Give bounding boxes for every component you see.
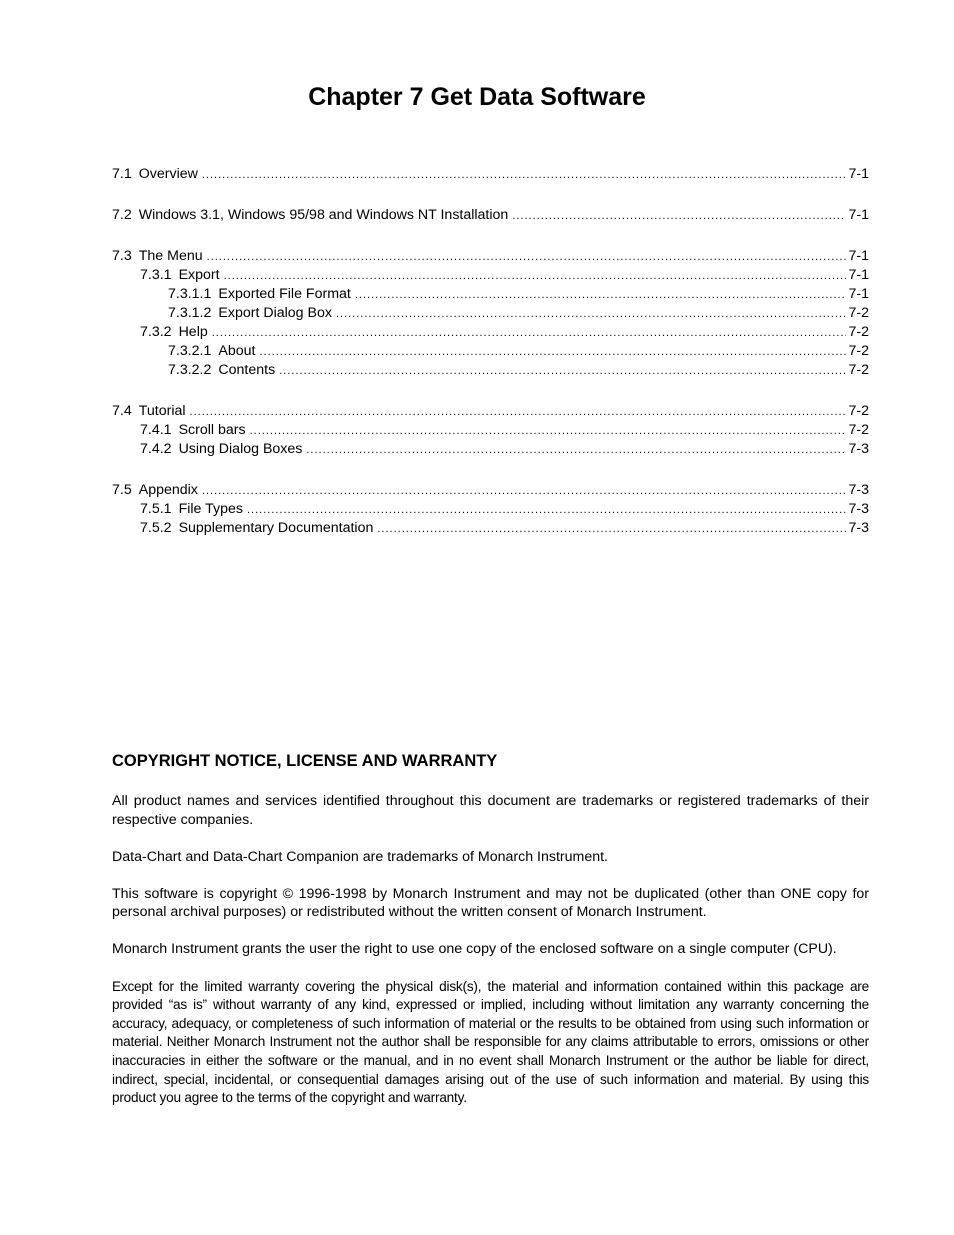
toc-entry-page: 7-1 (848, 207, 869, 223)
toc-entry-number: 7.4.1 (140, 422, 172, 438)
toc-entry-label: Windows 3.1, Windows 95/98 and Windows NT Installation (138, 207, 509, 223)
toc-dot-leader (224, 267, 847, 285)
toc-entry-page: 7-3 (848, 482, 869, 498)
toc-entry-page: 7-3 (848, 441, 869, 457)
copyright-paragraph: All product names and services identified throughout this document are trademarks or registered trademarks of their respective companies. (112, 793, 869, 828)
toc-entry[interactable] (112, 266, 869, 285)
toc-dot-leader (259, 343, 846, 361)
toc-entry[interactable] (112, 342, 869, 361)
toc-entry-label: Tutorial (138, 403, 186, 419)
toc-entry[interactable] (112, 247, 869, 266)
toc-entry-label: Supplementary Documentation (178, 520, 374, 536)
toc-entry-label: Scroll bars (178, 422, 246, 438)
toc-entry[interactable] (112, 402, 869, 421)
toc-entry[interactable] (112, 500, 869, 519)
toc-dot-leader (212, 324, 847, 342)
copyright-paragraph: Data-Chart and Data-Chart Companion are trademarks of Monarch Instrument. (112, 848, 608, 865)
toc-entry-page: 7-2 (848, 305, 869, 321)
toc-entry[interactable] (112, 481, 869, 500)
toc-entry[interactable] (112, 440, 869, 459)
toc-entry-number: 7.3.2.2 (168, 362, 212, 378)
toc-entry-label: Overview (138, 166, 198, 182)
toc-entry-number: 7.3 (112, 248, 132, 264)
toc-entry-page: 7-2 (848, 422, 869, 438)
toc-entry-label: Appendix (138, 482, 198, 498)
toc-entry-label: Export Dialog Box (218, 305, 332, 321)
toc-dot-leader (207, 248, 847, 266)
toc-entry-label: Help (178, 324, 208, 340)
toc-entry-page: 7-3 (848, 520, 869, 536)
warranty-paragraph: Except for the limited warranty covering the physical disk(s), the material and information contained within this package are provided “as is” without warranty of any kind, expressed or implied, including without limitation any warranty concerning the accuracy, adequacy, or completeness of such information of material or the results to be obtained from using such information or material. Neither Monarch Instrument not the author shall be responsible for any claims attributable to errors, omissions or other inaccuracies in either the software or the manual, and in no event shall Monarch Instrument or the author be liable for direct, indirect, special, incidental, or consequential damages arising out of the use of such information and material. By using this product you agree to the terms of the copyright and warranty. (112, 978, 869, 1106)
toc-dot-leader (247, 501, 847, 519)
toc-entry-page: 7-2 (848, 324, 869, 340)
toc-entry-page: 7-1 (848, 248, 869, 264)
toc-entry-number: 7.4 (112, 403, 132, 419)
toc-dot-leader (279, 362, 846, 380)
toc-dot-leader (202, 482, 847, 500)
toc-entry-label: Export (178, 267, 220, 283)
copyright-section (112, 750, 869, 1126)
toc-entry-page: 7-1 (848, 286, 869, 302)
toc-dot-leader (512, 207, 846, 225)
toc-entry-label: The Menu (138, 248, 203, 264)
toc-entry[interactable] (112, 323, 869, 342)
toc-entry-page: 7-2 (848, 362, 869, 378)
toc-entry[interactable] (112, 285, 869, 304)
toc-entry[interactable] (112, 421, 869, 440)
toc-entry-label: About (218, 343, 256, 359)
toc-entry-number: 7.3.1 (140, 267, 172, 283)
toc-entry-number: 7.3.2.1 (168, 343, 212, 359)
toc-entry-page: 7-1 (848, 267, 869, 283)
toc-entry-page: 7-1 (848, 166, 869, 182)
toc-entry-number: 7.3.2 (140, 324, 172, 340)
toc-entry-number: 7.3.1.2 (168, 305, 212, 321)
toc-entry-number: 7.1 (112, 166, 132, 182)
toc-dot-leader (190, 403, 847, 421)
toc-dot-leader (202, 166, 847, 184)
toc-entry[interactable] (112, 206, 869, 225)
toc-entry[interactable] (112, 361, 869, 380)
toc-entry-label: Using Dialog Boxes (178, 441, 303, 457)
copyright-heading: COPYRIGHT NOTICE, LICENSE AND WARRANTY (112, 752, 498, 770)
toc-entry-number: 7.4.2 (140, 441, 172, 457)
toc-entry-number: 7.5.2 (140, 520, 172, 536)
toc-dot-leader (377, 520, 846, 538)
toc-entry-label: Contents (218, 362, 276, 378)
toc-entry[interactable] (112, 165, 869, 184)
toc-dot-leader (250, 422, 847, 440)
toc-entry-number: 7.5 (112, 482, 132, 498)
toc-dot-leader (306, 441, 846, 459)
toc-entry-label: File Types (178, 501, 243, 517)
page-title: Chapter 7 Get Data Software (308, 83, 646, 111)
copyright-paragraph: Monarch Instrument grants the user the right to use one copy of the enclosed software on a single computer (CPU). (112, 941, 837, 958)
toc-dot-leader (336, 305, 847, 323)
copyright-paragraph: This software is copyright © 1996-1998 by Monarch Instrument and may not be duplicated (other than ONE copy for personal archival purposes) or redistributed without the written consent of Monarch Instrument. (112, 885, 869, 921)
toc-entry[interactable] (112, 304, 869, 323)
table-of-contents (112, 165, 869, 538)
toc-entry-number: 7.3.1.1 (168, 286, 212, 302)
toc-entry-number: 7.2 (112, 207, 132, 223)
toc-entry-page: 7-2 (848, 403, 869, 419)
toc-entry-label: Exported File Format (218, 286, 351, 302)
toc-entry-number: 7.5.1 (140, 501, 172, 517)
toc-entry[interactable] (112, 519, 869, 538)
toc-entry-page: 7-3 (848, 501, 869, 517)
toc-entry-page: 7-2 (848, 343, 869, 359)
toc-dot-leader (355, 286, 847, 304)
